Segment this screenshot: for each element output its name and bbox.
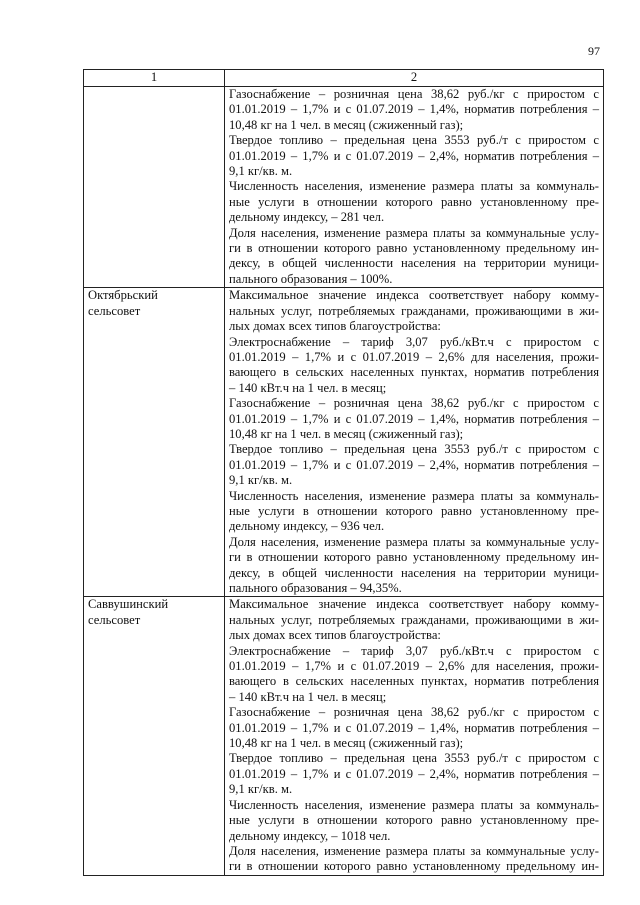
table-header-row bbox=[84, 70, 604, 87]
text-line: Газоснабжение – розничная цена 38,62 руб./кг с приростом с bbox=[229, 87, 599, 101]
text-line: ные услуги в отношении которого равно установленному пре- bbox=[229, 194, 599, 209]
text-line: 01.01.2019 – 1,7% и с 01.07.2019 – 2,6% для населения, прожи- bbox=[229, 349, 599, 364]
text-line: дексу, в общей численности населения на территории муници- bbox=[229, 565, 599, 580]
text-line: Доля населения, изменение размера платы за коммунальные услу- bbox=[229, 843, 599, 858]
document-table bbox=[83, 69, 604, 876]
text-line: Газоснабжение – розничная цена 38,62 руб./кг с приростом с bbox=[229, 705, 599, 720]
text-line: Газоснабжение – розничная цена 38,62 руб./кг с приростом с bbox=[229, 396, 599, 411]
text-line: дельному индексу, – 1018 чел. bbox=[229, 828, 391, 843]
text-line: 01.01.2019 – 1,7% и с 01.07.2019 – 2,6% для населения, прожи- bbox=[229, 659, 599, 674]
text-line: ги в отношении которого равно установленному предельному ин- bbox=[229, 550, 599, 565]
text-line: 01.01.2019 – 1,7% и с 01.07.2019 – 2,4%, норматив потребления – bbox=[229, 148, 599, 163]
text-line: Электроснабжение – тариф 3,07 руб./кВт.ч с приростом с bbox=[229, 334, 599, 349]
text-line: 9,1 кг/кв. м. bbox=[229, 782, 293, 797]
text-line: 10,48 кг на 1 чел. в месяц (сжиженный газ); bbox=[229, 426, 464, 441]
text-line: ные услуги в отношении которого равно установленному пре- bbox=[229, 813, 599, 828]
text-line: дельному индексу, – 936 чел. bbox=[229, 519, 385, 534]
municipality-name-cell bbox=[84, 288, 225, 597]
indicator-description-cell bbox=[225, 597, 604, 875]
text-line: ные услуги в отношении которого равно установленному пре- bbox=[229, 503, 599, 518]
text-line: 01.01.2019 – 1,7% и с 01.07.2019 – 1,4%, норматив потребления – bbox=[229, 411, 599, 426]
municipality-name-line: сельсовет bbox=[88, 303, 141, 318]
text-line: Электроснабжение – тариф 3,07 руб./кВт.ч с приростом с bbox=[229, 643, 599, 658]
column-header-2: 2 bbox=[225, 70, 604, 87]
municipality-name-cell bbox=[84, 597, 225, 875]
text-line: 10,48 кг на 1 чел. в месяц (сжиженный газ); bbox=[229, 736, 464, 751]
text-line: лых домах всех типов благоустройства: bbox=[229, 319, 441, 334]
text-line: вающего в сельских населенных пунктах, норматив потребления bbox=[229, 365, 599, 380]
text-line: 9,1 кг/кв. м. bbox=[229, 473, 293, 488]
indicator-description-cell bbox=[225, 87, 604, 288]
text-line: 01.01.2019 – 1,7% и с 01.07.2019 – 2,4%, норматив потребления – bbox=[229, 766, 599, 781]
text-line: Твердое топливо – предельная цена 3553 руб./т с приростом с bbox=[229, 751, 599, 766]
text-line: Численность населения, изменение размера платы за коммуналь- bbox=[229, 488, 599, 503]
table-row bbox=[84, 288, 604, 597]
column-header-1: 1 bbox=[84, 70, 225, 87]
text-line: Численность населения, изменение размера платы за коммуналь- bbox=[229, 179, 599, 194]
text-line: Максимальное значение индекса соответствует набору комму- bbox=[229, 597, 599, 612]
text-line: вающего в сельских населенных пунктах, норматив потребления bbox=[229, 674, 599, 689]
text-line: 01.01.2019 – 1,7% и с 01.07.2019 – 1,4%, норматив потребления – bbox=[229, 720, 599, 735]
text-line: Максимальное значение индекса соответствует набору комму- bbox=[229, 288, 599, 303]
text-line: ги в отношении которого равно установленному предельному ин- bbox=[229, 859, 599, 874]
text-line: – 140 кВт.ч на 1 чел. в месяц; bbox=[229, 689, 387, 704]
indicator-description-cell bbox=[225, 288, 604, 597]
table-row bbox=[84, 597, 604, 875]
municipality-name-line: сельсовет bbox=[88, 612, 141, 627]
text-line: Твердое топливо – предельная цена 3553 руб./т с приростом с bbox=[229, 133, 599, 148]
text-line: 10,48 кг на 1 чел. в месяц (сжиженный газ); bbox=[229, 117, 464, 132]
text-line: – 140 кВт.ч на 1 чел. в месяц; bbox=[229, 380, 387, 395]
text-line: пального образования – 94,35%. bbox=[229, 581, 402, 595]
text-line: Твердое топливо – предельная цена 3553 руб./т с приростом с bbox=[229, 442, 599, 457]
text-line: 01.01.2019 – 1,7% и с 01.07.2019 – 2,4%, норматив потребления – bbox=[229, 457, 599, 472]
table-body bbox=[84, 87, 604, 876]
text-line: дельному индексу, – 281 чел. bbox=[229, 210, 385, 225]
text-line: пального образования – 100%. bbox=[229, 271, 393, 286]
municipality-name-line: Октябрьский bbox=[88, 288, 158, 303]
text-line: Доля населения, изменение размера платы за коммунальные услу- bbox=[229, 225, 599, 240]
table-row bbox=[84, 87, 604, 288]
text-line: Численность населения, изменение размера платы за коммуналь- bbox=[229, 797, 599, 812]
text-line: ги в отношении которого равно установленному предельному ин- bbox=[229, 241, 599, 256]
text-line: Доля населения, изменение размера платы за коммунальные услу- bbox=[229, 534, 599, 549]
text-line: лых домах всех типов благоустройства: bbox=[229, 628, 441, 643]
text-line: дексу, в общей численности населения на территории муници- bbox=[229, 256, 599, 271]
text-line: нальных услуг, потребляемых гражданами, проживающими в жи- bbox=[229, 303, 599, 318]
text-line: нальных услуг, потребляемых гражданами, проживающими в жи- bbox=[229, 612, 599, 627]
municipality-name-cell bbox=[84, 87, 225, 288]
text-line: 01.01.2019 – 1,7% и с 01.07.2019 – 1,4%, норматив потребления – bbox=[229, 102, 599, 117]
municipality-name-line: Саввушинский bbox=[88, 597, 169, 612]
page-number: 97 bbox=[588, 44, 600, 58]
text-line: 9,1 кг/кв. м. bbox=[229, 164, 293, 179]
